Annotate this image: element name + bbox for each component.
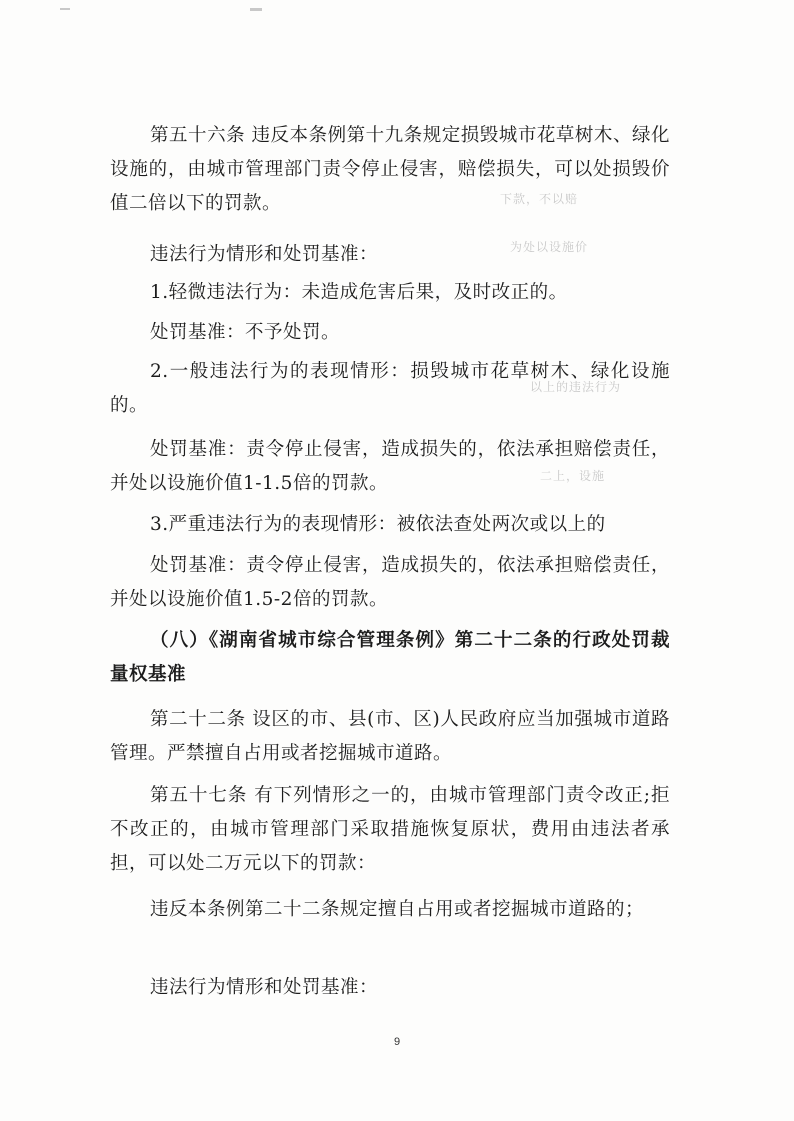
bleed-through-text: 二上，设施: [540, 469, 606, 483]
section-heading-8: （八）《湖南省城市综合管理条例》第二十二条的行政处罚裁量权基准: [110, 629, 670, 685]
paragraph-minor-penalty: 处罚基准：不予处罚。: [150, 321, 341, 343]
bleed-through-text: 以上的违法行为: [530, 380, 622, 394]
paragraph-criteria-heading-2: 违法行为情形和处罚基准：: [150, 976, 379, 998]
scan-mark: [60, 8, 70, 10]
paragraph-road-violation: 违反本条例第二十二条规定擅自占用或者挖掘城市道路的；: [150, 898, 645, 920]
paragraph-general-violation: 2.一般违法行为的表现情形：损毁城市花草树木、绿化设施的。: [110, 360, 670, 416]
paragraph-article-22: 第二十二条 设区的市、县(市、区)人民政府应当加强城市道路管理。严禁擅自占用或者挖掘城市道路。: [110, 708, 670, 764]
paragraph-criteria-heading: 违法行为情形和处罚基准：: [150, 243, 379, 265]
page-number: 9: [393, 1036, 401, 1048]
scan-mark: [250, 8, 262, 11]
bleed-through-text: 下款，不以赔: [500, 192, 579, 206]
paragraph-serious-penalty: 处罚基准：责令停止侵害，造成损失的，依法承担赔偿责任，并处以设施价值1.5-2倍的罚款。: [110, 554, 670, 610]
bleed-through-text: 为处以设施价: [510, 240, 589, 254]
paragraph-article-56: 第五十六条 违反本条例第十九条规定损毁城市花草树木、绿化设施的，由城市管理部门责令停止侵害，赔偿损失，可以处损毁价值二倍以下的罚款。: [110, 124, 670, 214]
paragraph-article-57: 第五十七条 有下列情形之一的，由城市管理部门责令改正;拒不改正的，由城市管理部门采取措施恢复原状，费用由违法者承担，可以处二万元以下的罚款：: [110, 784, 670, 874]
paragraph-minor-violation: 1.轻微违法行为：未造成危害后果，及时改正的。: [150, 281, 568, 303]
paragraph-general-penalty: 处罚基准：责令停止侵害，造成损失的，依法承担赔偿责任，并处以设施价值1-1.5倍的罚款。: [110, 438, 670, 494]
paragraph-serious-violation: 3.严重违法行为的表现情形：被依法查处两次或以上的: [150, 513, 606, 535]
